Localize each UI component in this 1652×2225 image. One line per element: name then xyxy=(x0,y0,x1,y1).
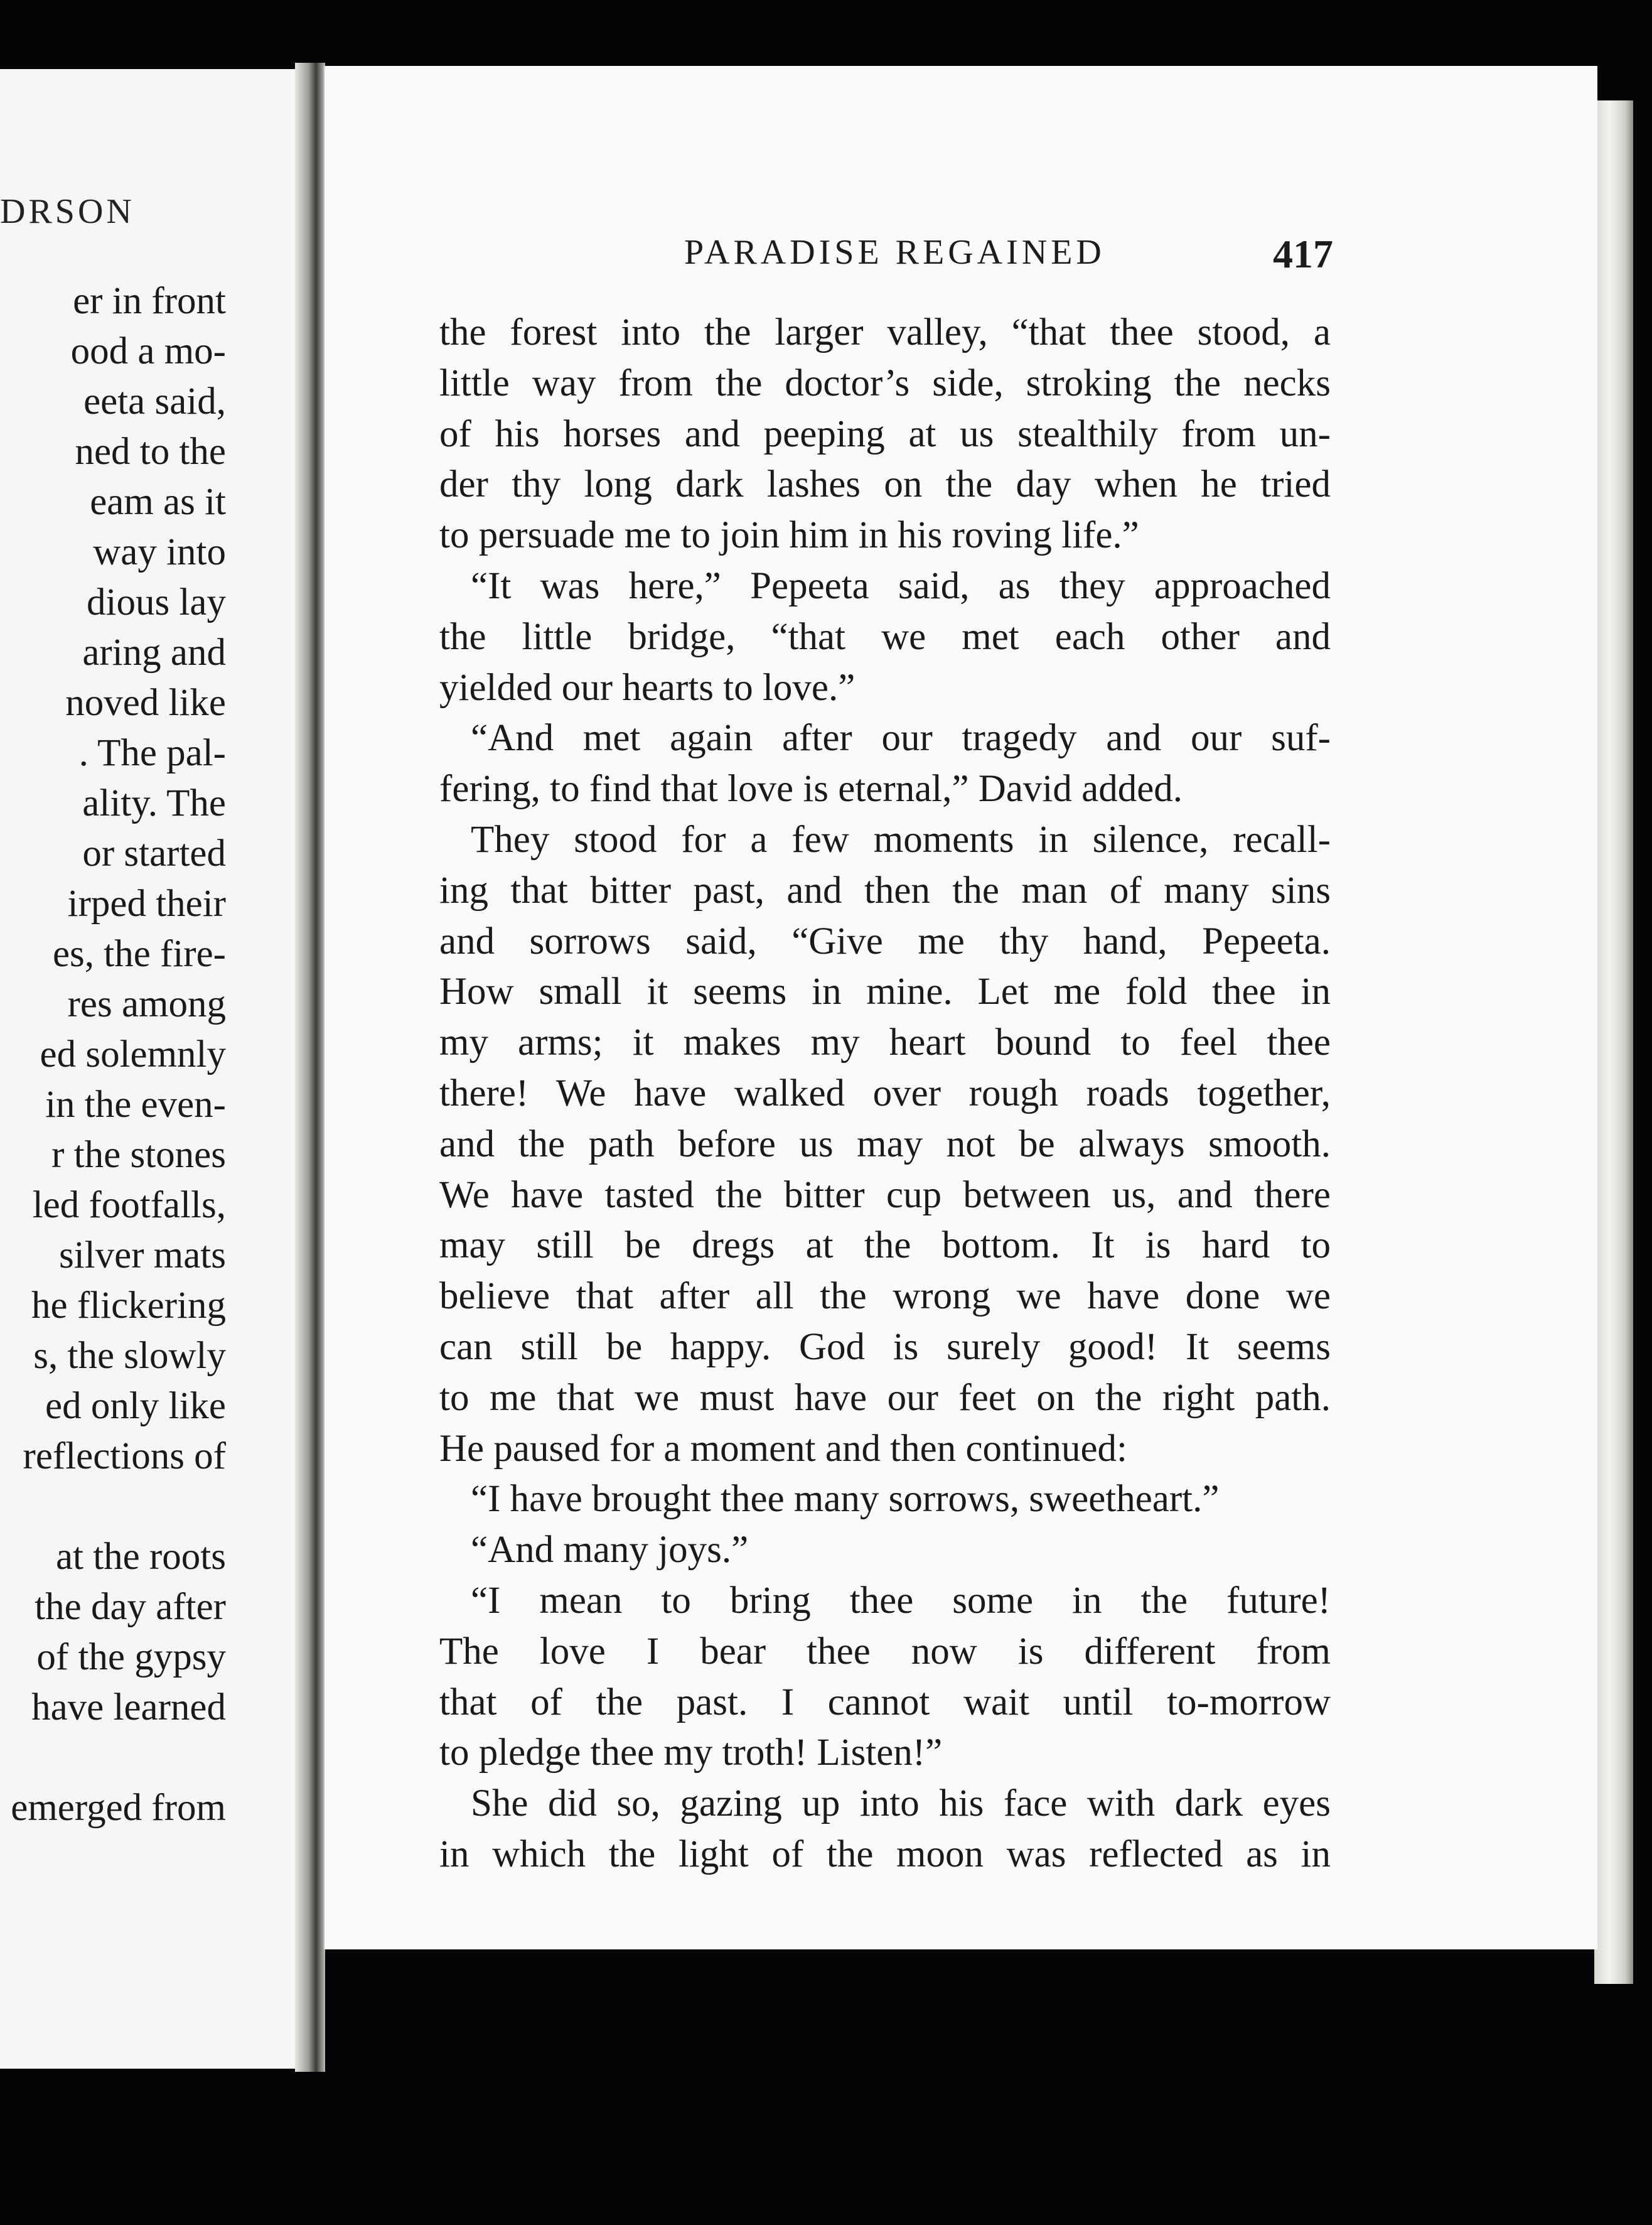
left-text-line: dious lay xyxy=(87,581,226,623)
text-line: my arms; it makes my heart bound to feel thee xyxy=(439,1021,1331,1064)
text-line: der thy long dark lashes on the day when he tried xyxy=(439,463,1331,506)
text-line: “And many joys.” xyxy=(471,1529,749,1571)
text-line: “It was here,” Pepeeta said, as they approached xyxy=(471,564,1331,607)
left-text-line: ood a mo- xyxy=(70,330,226,372)
text-line: “I mean to bring thee some in the future! xyxy=(471,1579,1331,1622)
text-line: “And met again after our tragedy and our suf- xyxy=(471,717,1331,760)
left-text-line: at the roots xyxy=(55,1536,226,1578)
left-text-line: way into xyxy=(93,531,226,573)
left-page-text xyxy=(0,276,226,1833)
text-line: and sorrows said, “Give me thy hand, Pepeeta. xyxy=(439,920,1331,962)
left-text-line: emerged from xyxy=(11,1787,226,1829)
left-text-line: the day after xyxy=(35,1586,226,1628)
text-line: in which the light of the moon was reflected as in xyxy=(439,1833,1331,1875)
left-text-line: eam as it xyxy=(90,481,226,523)
left-text-line: ed solemnly xyxy=(40,1033,226,1075)
left-text-line: ality. The xyxy=(82,782,226,824)
left-text-line: of the gypsy xyxy=(36,1636,226,1678)
text-line: can still be happy. God is surely good! It seems xyxy=(439,1325,1331,1368)
left-text-line: er in front xyxy=(73,280,226,322)
left-text-line: res among xyxy=(67,983,226,1025)
running-head: PARADISE REGAINED xyxy=(684,233,1105,272)
text-line: there! We have walked over rough roads together, xyxy=(439,1072,1331,1114)
text-line: may still be dregs at the bottom. It is hard to xyxy=(439,1224,1331,1267)
text-line: She did so, gazing up into his face with dark eyes xyxy=(471,1782,1331,1825)
text-line: to persuade me to join him in his roving life.” xyxy=(439,514,1139,557)
text-line: and the path before us may not be always smooth. xyxy=(439,1123,1331,1165)
text-line: of his horses and peeping at us stealthily from un- xyxy=(439,412,1331,455)
text-line: yielded our hearts to love.” xyxy=(439,666,856,709)
text-line: How small it seems in mine. Let me fold thee in xyxy=(439,971,1331,1013)
text-line: the little bridge, “that we met each other and xyxy=(439,615,1331,658)
text-line: the forest into the larger valley, “that thee stood, a xyxy=(439,311,1331,353)
left-text-line: ed only like xyxy=(45,1385,226,1427)
left-text-line: es, the fire- xyxy=(52,933,226,975)
left-text-line: he flickering xyxy=(31,1285,226,1327)
text-line: believe that after all the wrong we have done we xyxy=(439,1275,1331,1318)
left-text-line: or started xyxy=(82,832,226,875)
left-text-line xyxy=(0,1733,226,1783)
left-page xyxy=(0,69,314,2069)
text-line: He paused for a moment and then continued: xyxy=(439,1427,1127,1470)
text-line: We have tasted the bitter cup between us, and there xyxy=(439,1173,1331,1216)
text-line: “I have brought thee many sorrows, sweetheart.” xyxy=(471,1478,1220,1521)
text-line: to me that we must have our feet on the right path. xyxy=(439,1376,1331,1419)
left-running-head: DRSON xyxy=(0,192,135,231)
text-line: They stood for a few moments in silence, recall- xyxy=(471,818,1331,861)
left-text-line: s, the slowly xyxy=(33,1335,226,1377)
left-text-line: eeta said, xyxy=(83,380,226,423)
left-text-line: have learned xyxy=(31,1686,226,1728)
left-text-line: r the stones xyxy=(51,1134,226,1176)
book-gutter xyxy=(295,63,325,2072)
left-text-line: reflections of xyxy=(23,1435,226,1477)
left-text-line: noved like xyxy=(65,682,226,724)
left-text-line: in the even- xyxy=(45,1084,226,1126)
text-line: fering, to find that love is eternal,” David added. xyxy=(439,768,1183,811)
left-text-line: irped their xyxy=(67,883,226,925)
text-line: ing that bitter past, and then the man of many sins xyxy=(439,869,1331,912)
page-edges xyxy=(1594,100,1633,1984)
left-text-line: silver mats xyxy=(59,1234,226,1276)
left-text-line: ned to the xyxy=(75,431,226,473)
text-line: little way from the doctor’s side, stroking the necks xyxy=(439,362,1331,404)
body-text xyxy=(439,308,1331,1880)
left-text-line: led footfalls, xyxy=(32,1184,226,1226)
text-line: to pledge thee my troth! Listen!” xyxy=(439,1732,943,1774)
left-text-line: aring and xyxy=(82,632,226,674)
left-text-line: . The pal- xyxy=(78,732,226,774)
left-text-line xyxy=(0,1482,226,1532)
text-line: The love I bear thee now is different from xyxy=(439,1630,1331,1673)
text-line: that of the past. I cannot wait until to-morrow xyxy=(439,1681,1331,1723)
page-number: 417 xyxy=(1273,232,1333,276)
